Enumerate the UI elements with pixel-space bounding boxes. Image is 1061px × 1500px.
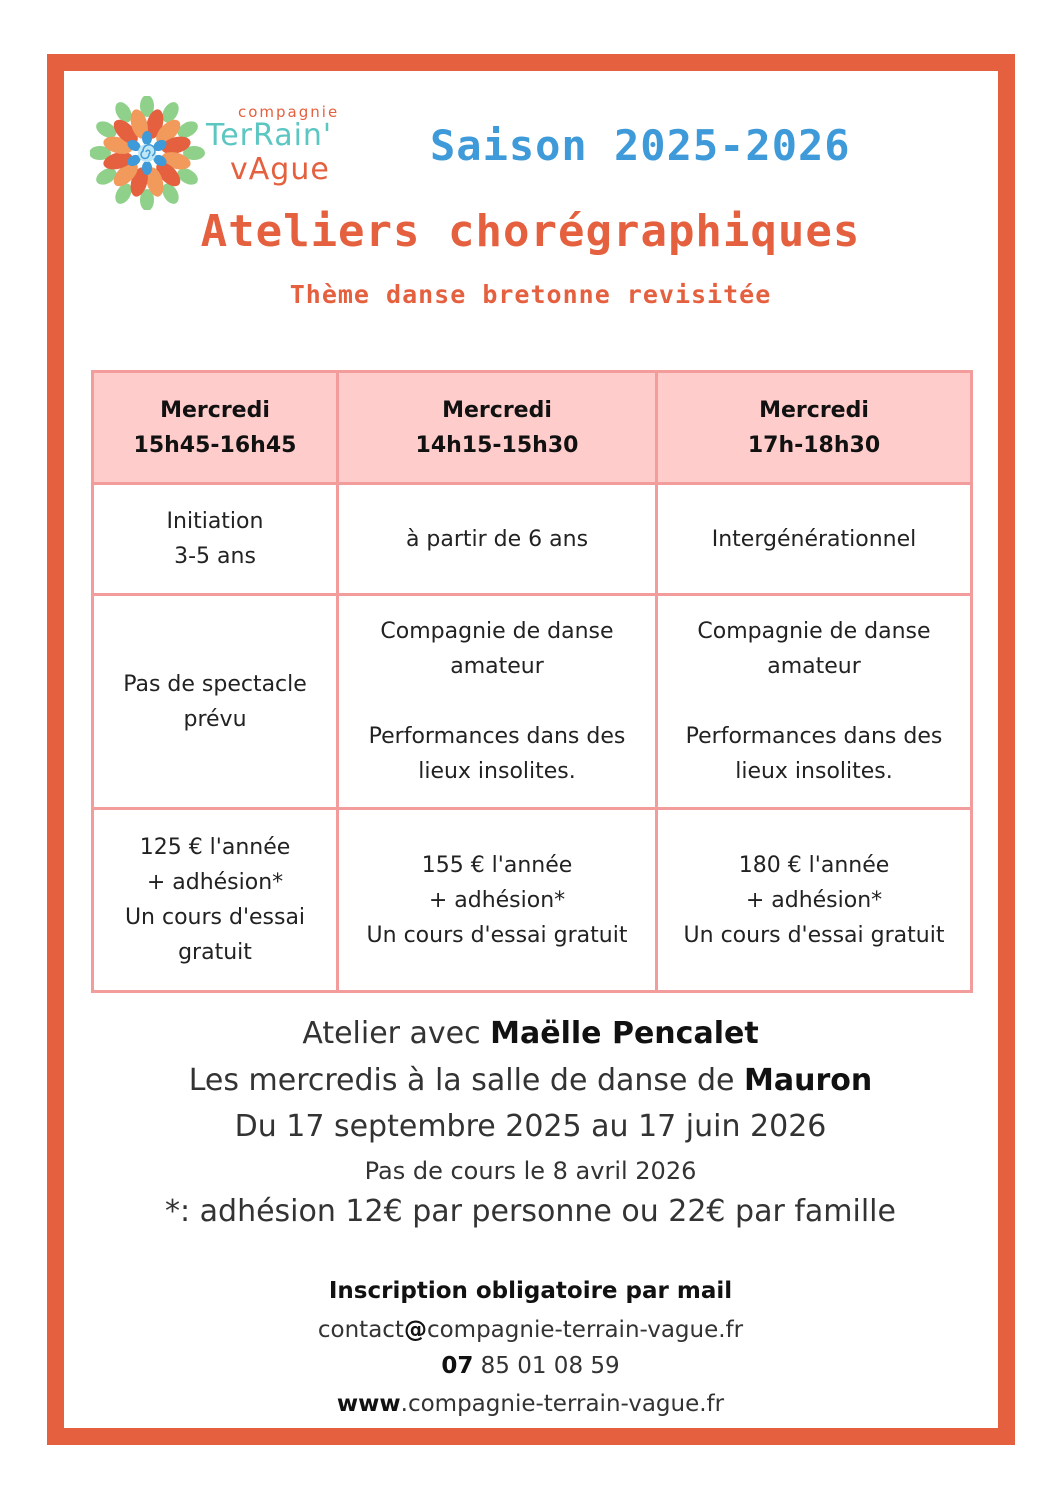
place-prefix: Les mercredis à la salle de danse de	[188, 1063, 745, 1098]
page-title: Ateliers chorégraphiques	[200, 206, 861, 257]
audience-cell: à partir de 6 ans	[338, 484, 657, 595]
table-row	[93, 809, 972, 992]
table-row	[93, 484, 972, 595]
logo-small-text: compagnie	[238, 103, 340, 121]
website-link[interactable]	[0, 1391, 1061, 1417]
table-header-row	[93, 372, 972, 484]
show-cell: Compagnie de danse amateur Performances dans des lieux insolites.	[657, 595, 972, 809]
header-cell	[338, 372, 657, 484]
place-line	[0, 1063, 1061, 1098]
phone-link[interactable]	[0, 1353, 1061, 1379]
schedule-table	[91, 370, 973, 993]
header-cell	[657, 372, 972, 484]
day-label: Mercredi	[160, 397, 270, 423]
price-cell: 155 € l'année + adhésion* Un cours d'essai gratuit	[338, 809, 657, 992]
email-domain: compagnie-terrain-vague.fr	[426, 1317, 744, 1343]
day-label: Mercredi	[442, 397, 552, 423]
phone-number: 85 01 08 59	[473, 1353, 620, 1379]
show-cell: Compagnie de danse amateur Performances dans des lieux insolites.	[338, 595, 657, 809]
membership-line: *: adhésion 12€ par personne ou 22€ par famille	[165, 1194, 896, 1229]
day-label: Mercredi	[759, 397, 869, 423]
web-domain: .compagnie-terrain-vague.fr	[400, 1391, 725, 1417]
page-subtitle: Thème danse bretonne revisitée	[289, 280, 772, 309]
header-cell	[93, 372, 338, 484]
web-prefix: www	[336, 1391, 401, 1417]
logo-name-line2: vAgue	[230, 152, 330, 187]
price-cell: 125 € l'année + adhésion* Un cours d'essai gratuit	[93, 809, 338, 992]
season-title: Saison 2025-2026	[430, 121, 851, 170]
time-label: 17h-18h30	[747, 432, 881, 458]
registration-line: Inscription obligatoire par mail	[328, 1278, 733, 1304]
show-cell: Pas de spectacle prévu	[93, 595, 338, 809]
dates-line: Du 17 septembre 2025 au 17 juin 2026	[234, 1109, 827, 1144]
time-label: 15h45-16h45	[133, 432, 297, 458]
logo-name-line1: TerRain'	[206, 118, 333, 153]
teacher-prefix: Atelier avec	[302, 1016, 491, 1051]
email-user: contact	[317, 1317, 404, 1343]
phone-prefix: 07	[441, 1353, 474, 1379]
email-at: @	[403, 1317, 427, 1343]
mandala-icon	[90, 96, 205, 210]
price-cell: 180 € l'année + adhésion* Un cours d'essai gratuit	[657, 809, 972, 992]
place-name: Mauron	[744, 1063, 873, 1098]
time-label: 14h15-15h30	[415, 432, 579, 458]
audience-cell: Initiation 3-5 ans	[93, 484, 338, 595]
no-class-line: Pas de cours le 8 avril 2026	[364, 1157, 697, 1185]
teacher-name: Maëlle Pencalet	[490, 1016, 759, 1051]
audience-cell: Intergénérationnel	[657, 484, 972, 595]
teacher-line	[0, 1016, 1061, 1051]
table-row	[93, 595, 972, 809]
email-link[interactable]	[0, 1317, 1061, 1343]
